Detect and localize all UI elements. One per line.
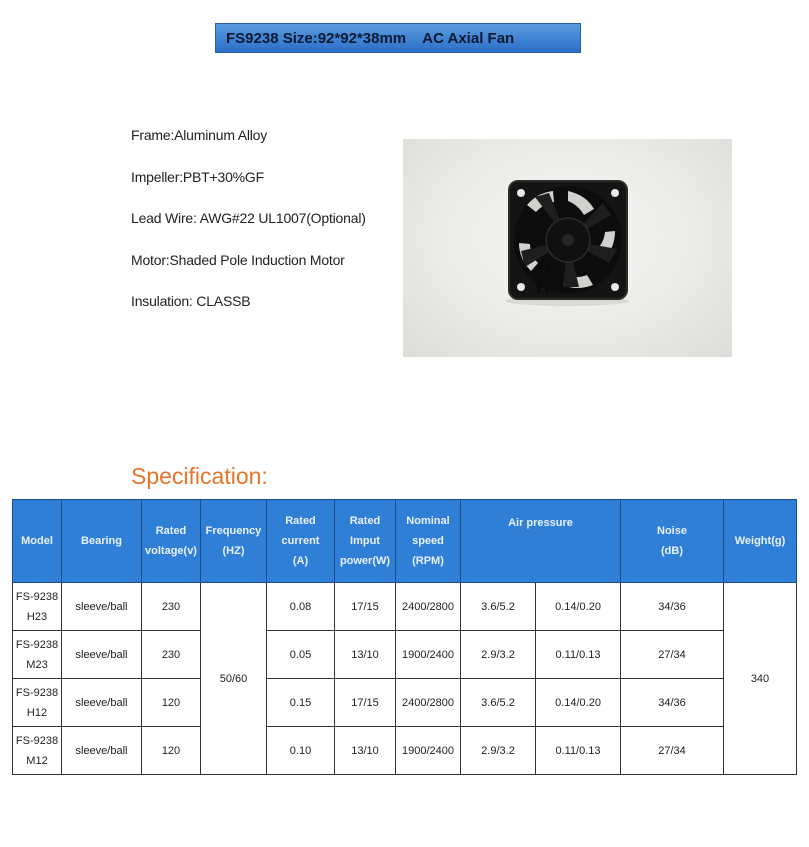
cell-power: 17/15 <box>335 583 396 631</box>
cell-air-pressure-1: 3.6/5.2 <box>461 583 536 631</box>
feature-insulation: Insulation: CLASSB <box>131 293 251 309</box>
header-nominal-speed: Nominal speed (RPM) <box>396 500 461 583</box>
cell-speed: 1900/2400 <box>396 631 461 679</box>
cell-model: FS-9238 M12 <box>13 727 62 775</box>
cell-current: 0.15 <box>267 679 335 727</box>
cell-voltage: 120 <box>142 679 201 727</box>
cell-power: 13/10 <box>335 631 396 679</box>
header-rated-current: Rated current (A) <box>267 500 335 583</box>
cell-noise: 34/36 <box>621 583 724 631</box>
cell-air-pressure-2: 0.11/0.13 <box>536 631 621 679</box>
cell-model: FS-9238 H12 <box>13 679 62 727</box>
header-model: Model <box>13 500 62 583</box>
cell-bearing: sleeve/ball <box>62 727 142 775</box>
header-weight: Weight(g) <box>724 500 797 583</box>
specification-table <box>12 499 797 775</box>
feature-impeller: Impeller:PBT+30%GF <box>131 169 264 185</box>
cell-air-pressure-2: 0.11/0.13 <box>536 727 621 775</box>
cell-bearing: sleeve/ball <box>62 583 142 631</box>
cell-speed: 2400/2800 <box>396 679 461 727</box>
cell-air-pressure-1: 2.9/3.2 <box>461 631 536 679</box>
table-header-row <box>13 500 797 583</box>
cell-model: FS-9238 H23 <box>13 583 62 631</box>
cell-air-pressure-2: 0.14/0.20 <box>536 583 621 631</box>
header-noise: Noise (dB) <box>621 500 724 583</box>
cell-voltage: 120 <box>142 727 201 775</box>
cell-air-pressure-1: 2.9/3.2 <box>461 727 536 775</box>
cell-current: 0.05 <box>267 631 335 679</box>
cell-power: 17/15 <box>335 679 396 727</box>
feature-motor: Motor:Shaded Pole Induction Motor <box>131 252 345 268</box>
header-air-pressure: Air pressure <box>461 500 621 583</box>
feature-lead-wire: Lead Wire: AWG#22 UL1007(Optional) <box>131 210 366 226</box>
table-row <box>13 631 797 679</box>
cell-current: 0.08 <box>267 583 335 631</box>
cell-bearing: sleeve/ball <box>62 631 142 679</box>
cell-power: 13/10 <box>335 727 396 775</box>
cell-current: 0.10 <box>267 727 335 775</box>
cell-speed: 2400/2800 <box>396 583 461 631</box>
table-row <box>13 679 797 727</box>
header-rated-input-power: Rated Imput power(W) <box>335 500 396 583</box>
cell-voltage: 230 <box>142 631 201 679</box>
cell-voltage: 230 <box>142 583 201 631</box>
header-rated-voltage: Rated voltage(v) <box>142 500 201 583</box>
header-frequency: Frequency (HZ) <box>201 500 267 583</box>
cell-model: FS-9238 M23 <box>13 631 62 679</box>
cell-speed: 1900/2400 <box>396 727 461 775</box>
cell-noise: 34/36 <box>621 679 724 727</box>
cell-bearing: sleeve/ball <box>62 679 142 727</box>
cell-air-pressure-2: 0.14/0.20 <box>536 679 621 727</box>
cell-weight: 340 <box>724 583 797 775</box>
cell-frequency: 50/60 <box>201 583 267 775</box>
cell-noise: 27/34 <box>621 631 724 679</box>
header-bearing: Bearing <box>62 500 142 583</box>
page-title-bar: FS9238 Size:92*92*38mm AC Axial Fan <box>215 23 581 53</box>
product-photo <box>403 139 732 357</box>
table-row <box>13 583 797 631</box>
table-row <box>13 727 797 775</box>
cell-air-pressure-1: 3.6/5.2 <box>461 679 536 727</box>
cell-noise: 27/34 <box>621 727 724 775</box>
specification-heading: Specification: <box>131 463 268 489</box>
fan-image <box>403 139 732 357</box>
feature-frame: Frame:Aluminum Alloy <box>131 127 268 143</box>
